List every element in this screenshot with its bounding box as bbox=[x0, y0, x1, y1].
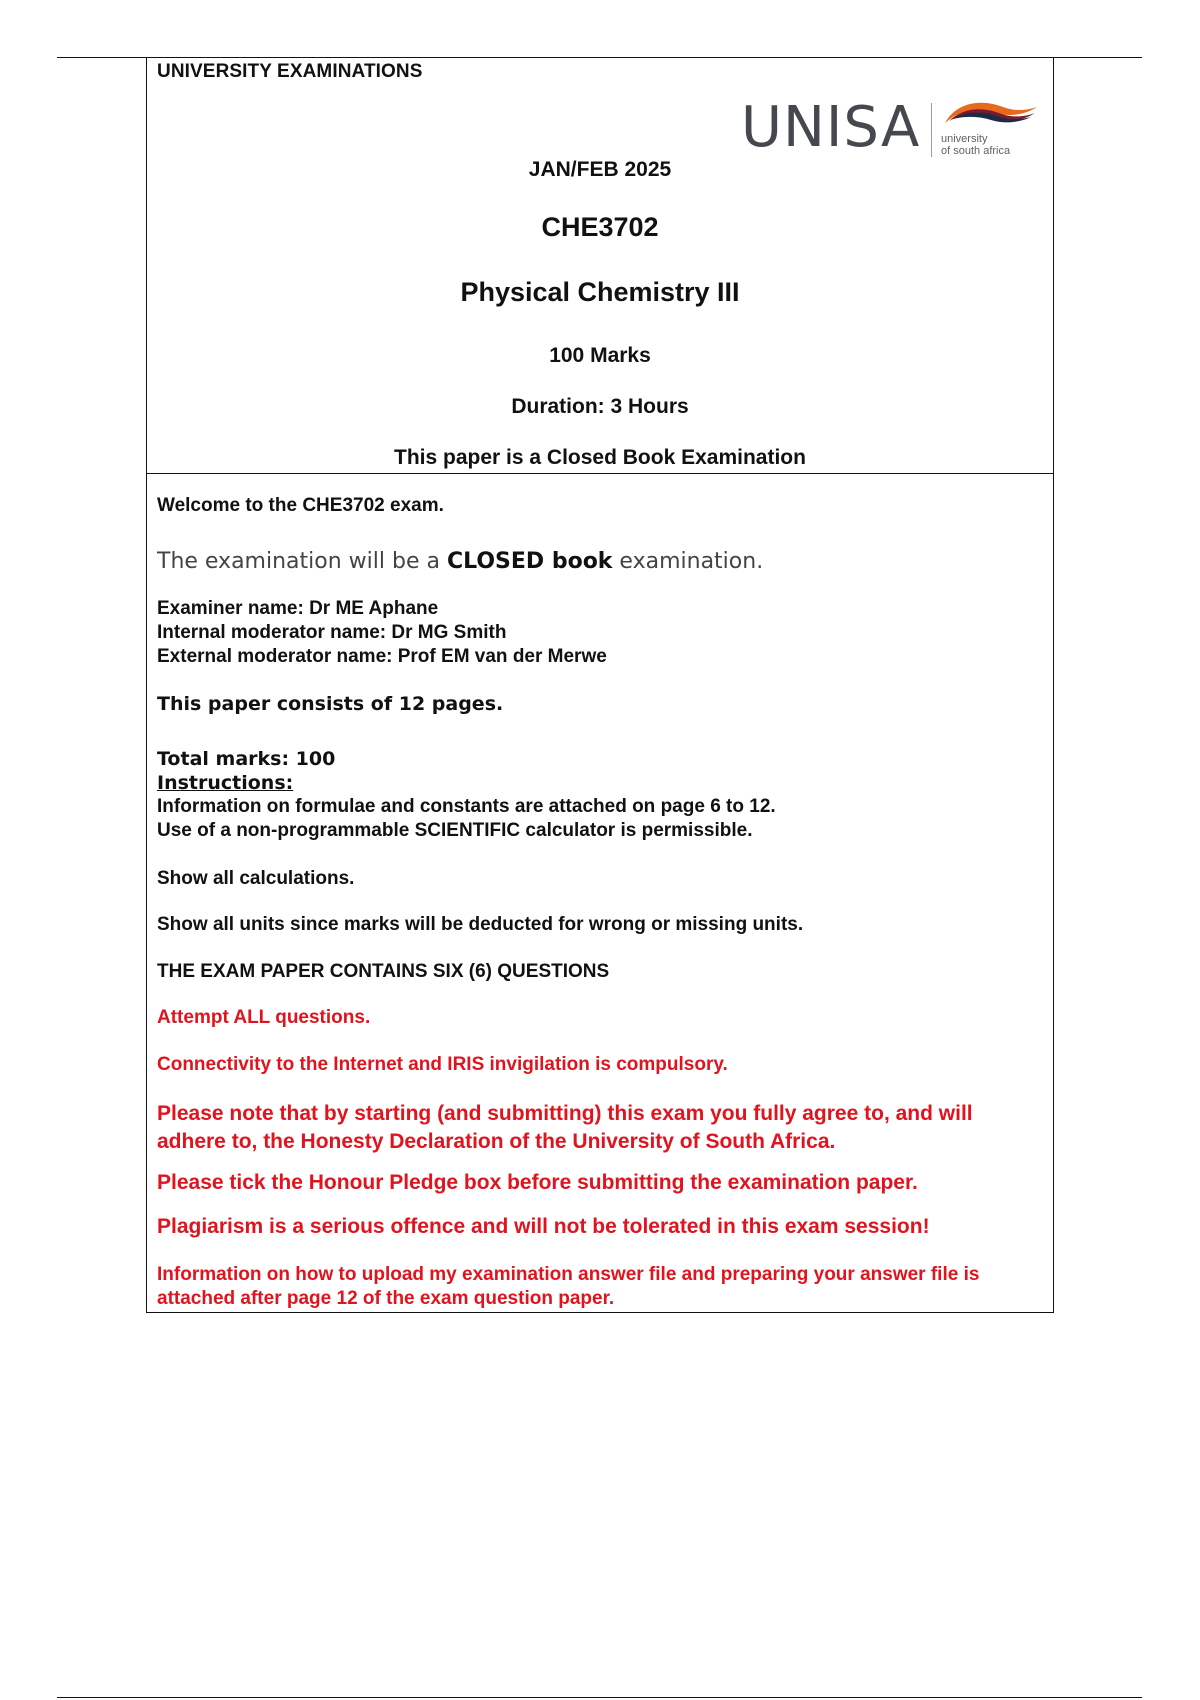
logo-divider bbox=[931, 103, 932, 157]
show-calculations-text: Show all calculations. bbox=[157, 868, 355, 889]
closed-book-statement bbox=[157, 549, 763, 574]
upload-info-text bbox=[157, 1263, 979, 1311]
plagiarism-text: Plagiarism is a serious offence and will not be tolerated in this exam session! bbox=[157, 1215, 930, 1238]
logo-sub-line1: university bbox=[941, 133, 988, 145]
show-units-text: Show all units since marks will be deducted for wrong or missing units. bbox=[157, 914, 804, 935]
upload-line-1: Information on how to upload my examination answer file and preparing your answer file is bbox=[157, 1264, 980, 1285]
unisa-logo bbox=[741, 93, 1041, 163]
bottom-rule bbox=[57, 1697, 1142, 1698]
attempt-all-text: Attempt ALL questions. bbox=[157, 1007, 371, 1028]
total-marks-heading: 100 Marks bbox=[549, 344, 651, 367]
honour-pledge-text: Please tick the Honour Pledge box before submitting the examination paper. bbox=[157, 1171, 918, 1194]
exam-instructions-box bbox=[146, 473, 1054, 1313]
external-moderator-name: External moderator name: Prof EM van der Merwe bbox=[157, 646, 607, 667]
closed-prefix: The examination will be a bbox=[157, 549, 447, 574]
honesty-line-2: adhere to, the Honesty Declaration of the University of South Africa. bbox=[157, 1130, 836, 1153]
closed-book-heading: This paper is a Closed Book Examination bbox=[394, 446, 806, 469]
six-questions-text: THE EXAM PAPER CONTAINS SIX (6) QUESTIONS bbox=[157, 961, 610, 982]
closed-bold: CLOSED book bbox=[446, 549, 613, 574]
internal-moderator-name: Internal moderator name: Dr MG Smith bbox=[157, 622, 507, 643]
upload-line-2: attached after page 12 of the exam question paper. bbox=[157, 1288, 615, 1309]
totals-block bbox=[157, 747, 335, 795]
page-count-text: This paper consists of 12 pages. bbox=[157, 693, 504, 715]
examiner-name: Examiner name: Dr ME Aphane bbox=[157, 598, 439, 619]
logo-swoosh-icon bbox=[939, 97, 1039, 133]
logo-wordmark: UNISA bbox=[741, 95, 921, 160]
instructions-heading: Instructions: bbox=[157, 772, 294, 794]
university-examinations-label: UNIVERSITY EXAMINATIONS bbox=[157, 61, 423, 82]
exam-header-box bbox=[146, 57, 1054, 474]
module-code: CHE3702 bbox=[541, 212, 659, 242]
calculator-info: Use of a non-programmable SCIENTIFIC calculator is permissible. bbox=[157, 820, 753, 841]
exam-date: JAN/FEB 2025 bbox=[528, 158, 672, 181]
formulae-calculator-info bbox=[157, 795, 776, 843]
duration-heading: Duration: 3 Hours bbox=[511, 395, 689, 418]
honesty-line-1: Please note that by starting (and submitting) this exam you fully agree to, and will bbox=[157, 1102, 973, 1125]
connectivity-text: Connectivity to the Internet and IRIS invigilation is compulsory. bbox=[157, 1054, 728, 1075]
formulae-info: Information on formulae and constants are attached on page 6 to 12. bbox=[157, 796, 776, 817]
staff-names bbox=[157, 597, 607, 669]
module-title: Physical Chemistry III bbox=[460, 277, 740, 307]
welcome-text: Welcome to the CHE3702 exam. bbox=[157, 495, 444, 516]
logo-sub-line2: of south africa bbox=[941, 145, 1011, 157]
logo-subtitle bbox=[941, 133, 1010, 157]
total-marks-text: Total marks: 100 bbox=[157, 748, 336, 770]
closed-suffix: examination. bbox=[612, 549, 764, 574]
honesty-declaration-text bbox=[157, 1100, 973, 1156]
